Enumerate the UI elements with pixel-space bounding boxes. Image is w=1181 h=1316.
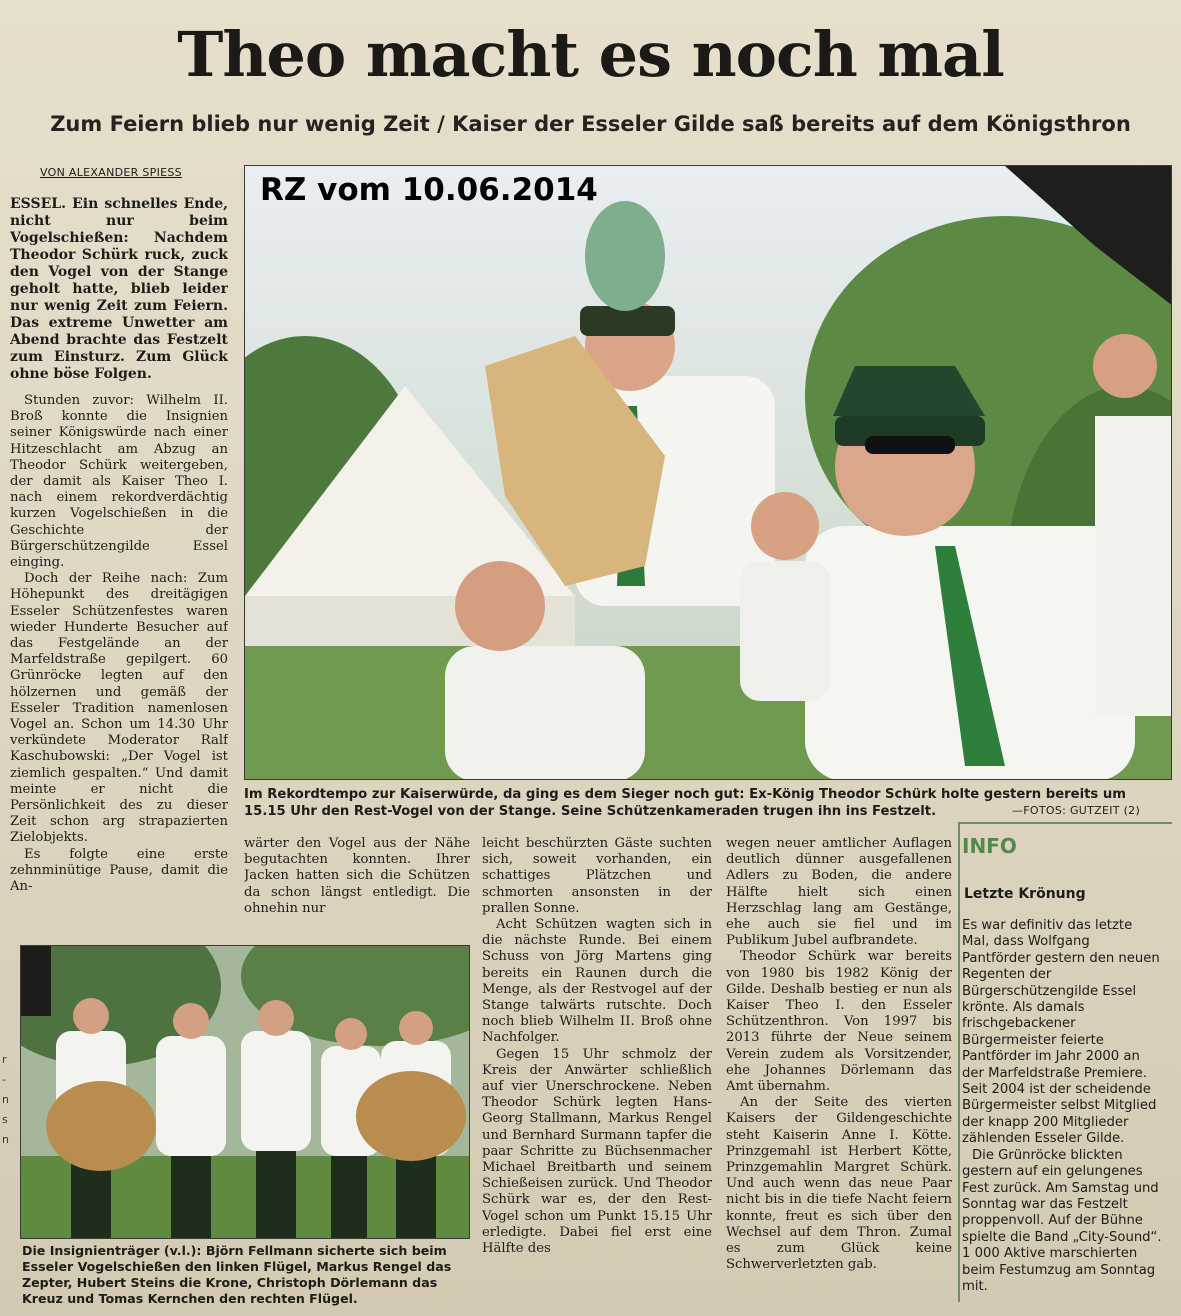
- paragraph: Stunden zuvor: Wilhelm II. Broß konnte die Insignien seiner Königswürde nach einer Hitzeschlacht am Abzug an Theodor Schürk weitergeben, der damit als Kaiser Theo I. nach einem rekordverdächtig kurzen Vogelschießen in die Geschichte der Bürgerschützengilde Essel einging.: [10, 393, 228, 571]
- info-label: INFO: [962, 834, 1017, 858]
- edge-fragment: [2, 1050, 14, 1150]
- paragraph: Gegen 15 Uhr schmolz der Kreis der Anwärter schließlich auf vier Unerschrockene. Neben Theodor Schürk legten Hans-Georg Stallmann, Markus Rengel und Bernhard Surmann tapfer die paar Schritte zu Büchsenmacher Michael Breitbarth und seinem Schießeisen zurück. Und Theodor Schürk war es, der den Rest-Vogel schon um Punkt 15.15 Uhr erledigte. Dabei fiel erst eine Hälfte des: [482, 1046, 712, 1257]
- date-stamp: RZ vom 10.06.2014: [260, 172, 598, 208]
- info-paragraph: Die Grünröcke blickten gestern auf ein gelungenes Fest zurück. Am Samstag und Sonntag war das Festzelt proppenvoll. Auf der Bühne spielte die Band „City-Sound“. 1 000 Aktive marschierten beim Festumzug am Sonntag mit.: [962, 1147, 1162, 1294]
- edge-letter: n: [2, 1133, 9, 1146]
- paragraph: Doch der Reihe nach: Zum Höhepunkt des dreitägigen Esseler Schützenfestes waren wieder Hunderte Besucher auf das Festgelände an der Marfeldstraße gepilgert. 60 Grünröcke legten auf den hölzernen und gemäß der Esseler Tradition namenlosen Vogel an. Schon um 14.30 Uhr verkündete Moderator Ralf Kaschubowski: „Der Vogel ist ziemlich gespalten.“ Und damit meinte er nicht die Persönlichkeit des zu dieser Zeit schon arg strapazierten Zielobjekts.: [10, 571, 228, 846]
- edge-letter: r: [2, 1053, 7, 1066]
- paragraph: Es folgte eine erste zehnminütige Pause, damit die An-: [10, 846, 228, 895]
- edge-letter: -: [2, 1073, 6, 1086]
- photo-credit: —FOTOS: GUTZEIT (2): [1012, 804, 1141, 817]
- paragraph: An der Seite des vierten Kaisers der Gildengeschichte steht Kaiserin Anne I. Kötte. Prinzgemahl ist Herbert Kötte, Prinzgemahlin Margret Schürk. Und auch wenn das neue Paar nicht bis in die tiefe Nacht feiern konnte, freut es sich über den Wechsel auf dem Thron. Zumal es zum Glück keine Schwerverletzten gab.: [726, 1095, 952, 1273]
- group-photo: [20, 945, 470, 1239]
- paragraph: Acht Schützen wagten sich in die nächste Runde. Bei einem Schuss von Jörg Martens ging bereits ein Raunen durch die Menge, als der Restvogel auf der Stange talwärts rutschte. Doch noch blieb Wilhelm II. Broß ohne Nachfolger.: [482, 917, 712, 1046]
- info-text: [962, 918, 1162, 1295]
- byline: VON ALEXANDER SPIESS: [40, 166, 182, 179]
- info-paragraph: Es war definitiv das letzte Mal, dass Wolfgang Pantförder gestern den neuen Regenten der Bürgerschützengilde Essel krönte. Als damals frischgebackener Bürgermeister feierte Pantförder im Jahr 2000 an der Marfeldstraße Premiere. Seit 2004 ist der scheidende Bürgermeister selbst Mitglied der knapp 200 Mitglieder zählenden Esseler Gilde.: [962, 918, 1160, 1147]
- paragraph: wegen neuer amtlicher Auflagen deutlich dünner ausgefallenen Adlers zu Boden, die andere Hälfte hielt sich einen Herzschlag lang am Gestänge, ehe auch sie fiel und im Publikum Jubel aufbrandete.: [726, 836, 952, 949]
- main-photo-illustration: [245, 166, 1172, 780]
- edge-letter: s: [2, 1113, 8, 1126]
- edge-letter: n: [2, 1093, 9, 1106]
- info-title: Letzte Krönung: [964, 886, 1086, 902]
- subheadline: Zum Feiern blieb nur wenig Zeit / Kaiser der Esseler Gilde saß bereits auf dem Königsthron: [50, 112, 1131, 136]
- lead-paragraph: ESSEL. Ein schnelles Ende, nicht nur beim Vogelschießen: Nachdem Theodor Schürk ruck, zuck den Vogel von der Stange geholt hatte, blieb leider nur wenig Zeit zum Feiern. Das extreme Unwetter am Abend brachte das Festzelt zum Einsturz. Zum Glück ohne böse Folgen.: [10, 196, 228, 382]
- headline: Theo macht es noch mal: [177, 18, 1004, 91]
- main-photo-caption: Im Rekordtempo zur Kaiserwürde, da ging es dem Sieger noch gut: Ex-König Theodor Schürk holte gestern bereits um 15.15 Uhr den Rest-Vogel von der Stange. Seine Schützenkameraden trugen ihn ins Festzelt.: [244, 787, 1126, 819]
- article-column-3: [482, 836, 712, 1306]
- main-photo: [244, 165, 1172, 780]
- group-photo-illustration: [21, 946, 470, 1239]
- paragraph: leicht beschürzten Gäste suchten sich, soweit vorhanden, ein schattiges Plätzchen und schmorten ansonsten in der prallen Sonne.: [482, 836, 712, 916]
- paragraph: Theodor Schürk war bereits von 1980 bis 1982 König der Gilde. Deshalb bestieg er nun als Kaiser Theo I. den Esseler Schützenthron. Von 1997 bis 2013 führte der Neue seinem Verein zudem als Vorsitzender, ehe Johannes Dörlemann das Amt übernahm.: [726, 949, 952, 1095]
- paragraph: wärter den Vogel aus der Nähe begutachten konnten. Ihrer Jacken hatten sich die Schützen da schon längst entledigt. Die ohnehin nur: [244, 836, 470, 916]
- article-column-2: [244, 836, 470, 936]
- article-column-1: [10, 196, 228, 926]
- group-photo-caption: Die Insignienträger (v.l.): Björn Fellmann sicherte sich beim Esseler Vogelschießen den linken Flügel, Markus Rengel das Zepter, Hubert Steins die Krone, Christoph Dörlemann das Kreuz und Tomas Kernchen den rechten Flügel.: [22, 1243, 452, 1306]
- article-column-4: [726, 836, 952, 1306]
